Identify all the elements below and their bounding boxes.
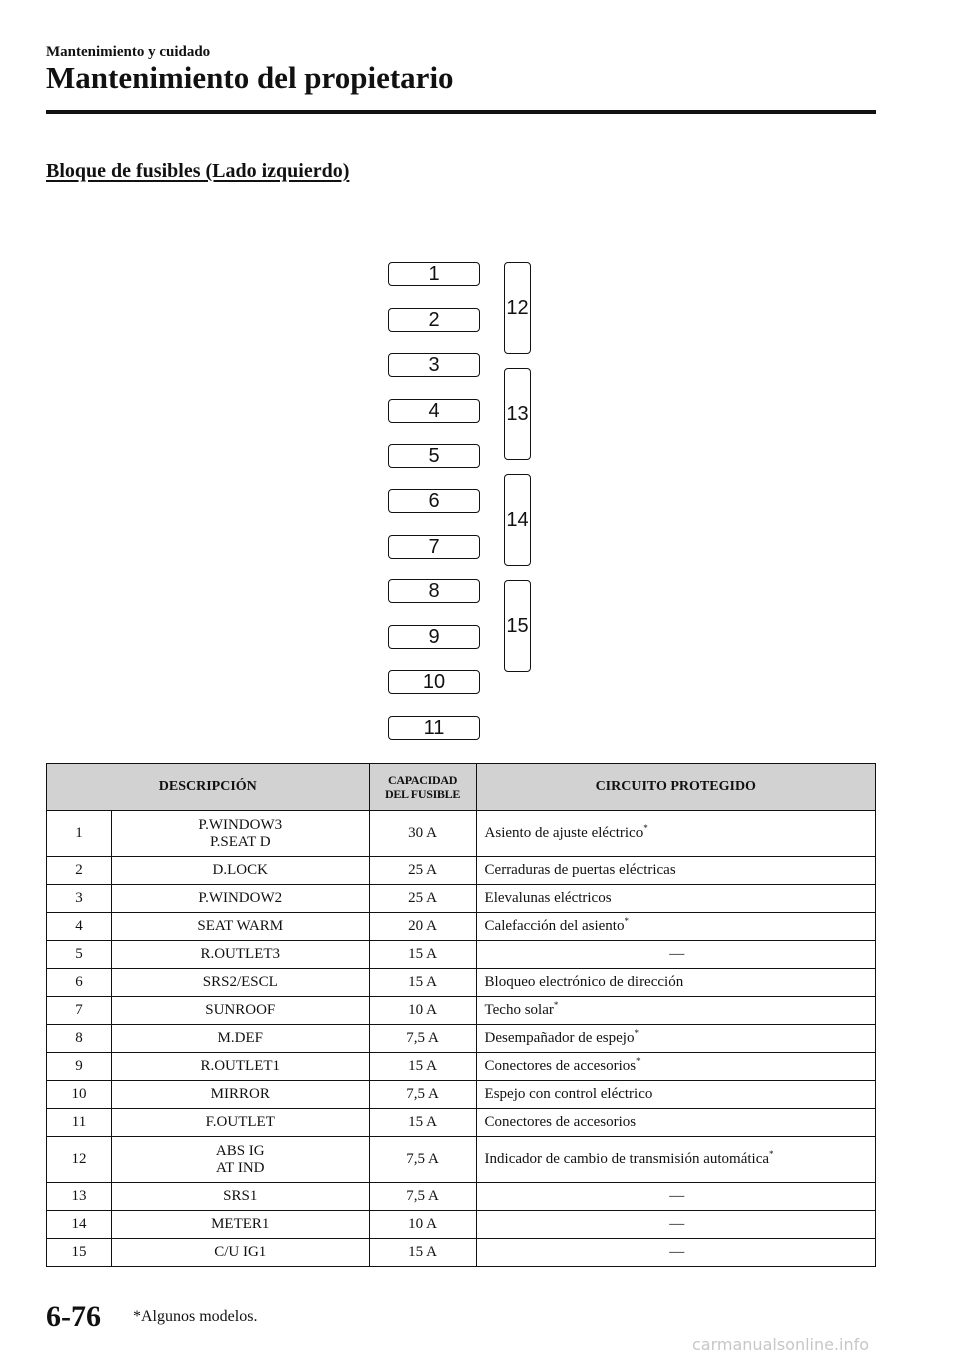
protected-circuit <box>476 969 875 997</box>
protected-circuit <box>476 1239 875 1267</box>
fuse-slot-2: 2 <box>388 308 480 332</box>
some-models-marker: * <box>553 1000 559 1010</box>
table-row <box>47 885 876 913</box>
fuse-description: SRS1 <box>112 1183 370 1211</box>
protected-circuit <box>476 1211 875 1239</box>
table-row <box>47 997 876 1025</box>
fuse-number: 3 <box>47 885 112 913</box>
protected-circuit-text: Bloqueo electrónico de dirección <box>484 974 684 990</box>
fuse-capacity: 20 A <box>369 913 476 941</box>
fuse-capacity: 30 A <box>369 811 476 857</box>
fuse-number: 1 <box>47 811 112 857</box>
fuse-capacity: 15 A <box>369 1239 476 1267</box>
fuse-slot-10: 10 <box>388 670 480 694</box>
protected-circuit <box>476 1081 875 1109</box>
protected-circuit-text: Indicador de cambio de transmisión automática <box>484 1151 770 1167</box>
protected-circuit <box>476 857 875 885</box>
protected-circuit-text: Espejo con control eléctrico <box>484 1086 653 1102</box>
fuse-slot-7: 7 <box>388 535 480 559</box>
subheading: Bloque de fusibles (Lado izquierdo) <box>46 160 350 182</box>
fuse-number: 8 <box>47 1025 112 1053</box>
fuse-capacity: 15 A <box>369 1109 476 1137</box>
fuse-slot-9: 9 <box>388 625 480 649</box>
protected-circuit-text: — <box>669 1188 685 1204</box>
fuse-number: 2 <box>47 857 112 885</box>
header-circuit: CIRCUITO PROTEGIDO <box>476 764 875 811</box>
fuse-slot-5: 5 <box>388 444 480 468</box>
fuse-capacity: 7,5 A <box>369 1025 476 1053</box>
fuse-description: SEAT WARM <box>112 913 370 941</box>
protected-circuit <box>476 913 875 941</box>
protected-circuit-text: Calefacción del asiento <box>484 918 625 934</box>
some-models-marker: * <box>634 1028 639 1038</box>
fuse-slot-4: 4 <box>388 399 480 423</box>
fuse-capacity: 7,5 A <box>369 1081 476 1109</box>
table-row <box>47 811 876 857</box>
header-capacity: CAPACIDAD DEL FUSIBLE <box>369 764 476 811</box>
protected-circuit-text: Elevalunas eléctricos <box>484 890 612 906</box>
table-row <box>47 1137 876 1183</box>
table-row <box>47 857 876 885</box>
fuse-description: D.LOCK <box>112 857 370 885</box>
fuse-description: F.OUTLET <box>112 1109 370 1137</box>
table-row <box>47 1081 876 1109</box>
fuse-capacity: 15 A <box>369 941 476 969</box>
fuse-slot-6: 6 <box>388 489 480 513</box>
fuse-description: P.WINDOW2 <box>112 885 370 913</box>
fuse-slot-12: 12 <box>504 262 531 354</box>
protected-circuit <box>476 1109 875 1137</box>
section-label: Mantenimiento y cuidado <box>46 44 211 60</box>
protected-circuit <box>476 1053 875 1081</box>
fuse-capacity: 7,5 A <box>369 1137 476 1183</box>
fuse-number: 6 <box>47 969 112 997</box>
table-row <box>47 1211 876 1239</box>
fuse-number: 15 <box>47 1239 112 1267</box>
table-row <box>47 1239 876 1267</box>
table-row <box>47 941 876 969</box>
table-row <box>47 969 876 997</box>
fuse-capacity: 7,5 A <box>369 1183 476 1211</box>
protected-circuit <box>476 1183 875 1211</box>
fuse-capacity: 15 A <box>369 1053 476 1081</box>
fuse-description: P.WINDOW3 P.SEAT D <box>112 811 370 857</box>
protected-circuit-text: Conectores de accesorios <box>484 1114 637 1130</box>
fuse-description: MIRROR <box>112 1081 370 1109</box>
fuse-slot-15: 15 <box>504 580 531 672</box>
fuse-number: 11 <box>47 1109 112 1137</box>
fuse-description: R.OUTLET3 <box>112 941 370 969</box>
fuse-description: SUNROOF <box>112 997 370 1025</box>
fuse-number: 7 <box>47 997 112 1025</box>
fuse-slot-3: 3 <box>388 353 480 377</box>
fuse-number: 9 <box>47 1053 112 1081</box>
fuse-capacity: 10 A <box>369 1211 476 1239</box>
protected-circuit <box>476 1025 875 1053</box>
fuse-description: C/U IG1 <box>112 1239 370 1267</box>
fuse-number: 4 <box>47 913 112 941</box>
protected-circuit-text: Asiento de ajuste eléctrico <box>484 825 644 841</box>
fuse-description: METER1 <box>112 1211 370 1239</box>
fuse-number: 10 <box>47 1081 112 1109</box>
table-row <box>47 1053 876 1081</box>
fuse-slot-11: 11 <box>388 716 480 740</box>
fuse-description: R.OUTLET1 <box>112 1053 370 1081</box>
header-description: DESCRIPCIÓN <box>47 764 370 811</box>
fuse-number: 13 <box>47 1183 112 1211</box>
protected-circuit-text: Desempañador de espejo <box>484 1030 635 1046</box>
protected-circuit <box>476 885 875 913</box>
fuse-capacity: 10 A <box>369 997 476 1025</box>
protected-circuit-text: Cerraduras de puertas eléctricas <box>484 862 676 878</box>
table-row <box>47 1025 876 1053</box>
protected-circuit <box>476 1137 875 1183</box>
protected-circuit-text: Techo solar <box>484 1002 554 1018</box>
some-models-marker: * <box>624 916 629 926</box>
fuse-description: SRS2/ESCL <box>112 969 370 997</box>
page-number: 6-76 <box>46 1300 101 1333</box>
fuse-table <box>46 763 876 1267</box>
protected-circuit-text: Conectores de accesorios <box>484 1058 637 1074</box>
fuse-description: ABS IG AT IND <box>112 1137 370 1183</box>
footnote: *Algunos modelos. <box>133 1308 258 1325</box>
protected-circuit-text: — <box>669 1216 685 1232</box>
page-title: Mantenimiento del propietario <box>46 60 454 95</box>
fuse-number: 14 <box>47 1211 112 1239</box>
fuse-number: 5 <box>47 941 112 969</box>
fuse-table-header <box>47 764 876 811</box>
some-models-marker: * <box>643 823 648 833</box>
fuse-slot-1: 1 <box>388 262 480 286</box>
some-models-marker: * <box>769 1149 774 1159</box>
fuse-slot-8: 8 <box>388 579 480 603</box>
table-row <box>47 1183 876 1211</box>
fuse-number: 12 <box>47 1137 112 1183</box>
protected-circuit-text: — <box>669 946 685 962</box>
protected-circuit <box>476 811 875 857</box>
table-row <box>47 913 876 941</box>
fuse-slot-13: 13 <box>504 368 531 460</box>
table-row <box>47 1109 876 1137</box>
fuse-capacity: 15 A <box>369 969 476 997</box>
watermark: carmanualsonline.info <box>692 1335 870 1354</box>
fuse-capacity: 25 A <box>369 885 476 913</box>
fuse-slot-14: 14 <box>504 474 531 566</box>
protected-circuit <box>476 997 875 1025</box>
fuse-capacity: 25 A <box>369 857 476 885</box>
protected-circuit-text: — <box>669 1244 685 1260</box>
fuse-description: M.DEF <box>112 1025 370 1053</box>
some-models-marker: * <box>636 1056 641 1066</box>
protected-circuit <box>476 941 875 969</box>
